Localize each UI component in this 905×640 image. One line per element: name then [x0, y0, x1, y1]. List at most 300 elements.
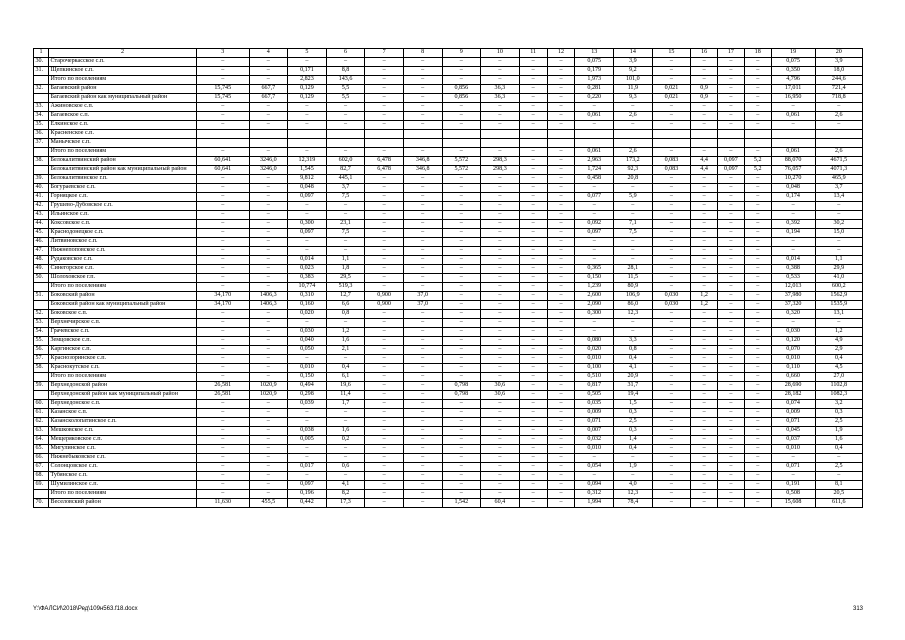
value-cell: –: [652, 274, 691, 283]
column-number-cell: 1: [34, 49, 49, 58]
value-cell: –: [547, 274, 575, 283]
value-cell: –: [249, 445, 288, 454]
value-cell: –: [481, 247, 520, 256]
value-cell: –: [442, 103, 481, 112]
value-cell: –: [365, 328, 404, 337]
value-cell: –: [744, 436, 771, 445]
value-cell: –: [481, 274, 520, 283]
value-cell: –: [547, 463, 575, 472]
value-cell: –: [326, 418, 365, 427]
table-row: [34, 373, 863, 382]
value-cell: –: [481, 58, 520, 67]
value-cell: 0,097: [718, 166, 745, 175]
value-cell: –: [365, 436, 404, 445]
value-cell: 15,745: [196, 94, 249, 103]
table-row: [34, 238, 863, 247]
value-cell: 7,1: [614, 220, 653, 229]
value-cell: –: [326, 121, 365, 130]
value-cell: –: [652, 76, 691, 85]
table-row: [34, 310, 863, 319]
municipality-name-cell: Шолоховское г.п.: [49, 274, 197, 283]
value-cell: –: [403, 328, 442, 337]
value-cell: 11,4: [326, 391, 365, 400]
value-cell: –: [519, 472, 547, 481]
row-number-cell: 64.: [34, 436, 49, 445]
value-cell: [481, 139, 520, 148]
value-cell: 28,1: [614, 265, 653, 274]
value-cell: [547, 130, 575, 139]
value-cell: –: [771, 211, 815, 220]
value-cell: –: [691, 121, 718, 130]
value-cell: –: [744, 58, 771, 67]
value-cell: –: [403, 310, 442, 319]
value-cell: 80,9: [614, 283, 653, 292]
value-cell: 29,9: [815, 265, 862, 274]
value-cell: –: [547, 427, 575, 436]
value-cell: –: [249, 409, 288, 418]
value-cell: 5,5: [326, 85, 365, 94]
value-cell: 0,030: [652, 292, 691, 301]
municipality-name-cell: Коксовское с.п.: [49, 220, 197, 229]
value-cell: –: [326, 211, 365, 220]
value-cell: –: [547, 112, 575, 121]
value-cell: –: [481, 328, 520, 337]
value-cell: [614, 130, 653, 139]
value-cell: –: [442, 454, 481, 463]
value-cell: [288, 130, 327, 139]
value-cell: –: [652, 211, 691, 220]
row-number-cell: [34, 490, 49, 499]
table-row: [34, 121, 863, 130]
value-cell: –: [365, 490, 404, 499]
data-table-container: [33, 48, 863, 508]
table-row: [34, 364, 863, 373]
value-cell: –: [365, 409, 404, 418]
value-cell: –: [519, 175, 547, 184]
value-cell: 0,014: [771, 256, 815, 265]
value-cell: 0,856: [442, 94, 481, 103]
table-row: [34, 301, 863, 310]
value-cell: –: [652, 418, 691, 427]
value-cell: 0,100: [575, 364, 614, 373]
value-cell: 86,0: [614, 301, 653, 310]
value-cell: 0,010: [771, 445, 815, 454]
value-cell: –: [481, 112, 520, 121]
value-cell: 0,505: [575, 391, 614, 400]
value-cell: –: [718, 409, 745, 418]
value-cell: –: [481, 220, 520, 229]
value-cell: –: [403, 121, 442, 130]
value-cell: –: [442, 76, 481, 85]
value-cell: 602,0: [326, 157, 365, 166]
value-cell: 5,9: [614, 193, 653, 202]
municipality-name-cell: Богураевское с.п.: [49, 184, 197, 193]
value-cell: –: [196, 184, 249, 193]
value-cell: –: [744, 364, 771, 373]
value-cell: 30,2: [815, 220, 862, 229]
value-cell: 0,030: [771, 328, 815, 337]
row-number-cell: 52.: [34, 310, 49, 319]
value-cell: –: [442, 265, 481, 274]
value-cell: –: [403, 148, 442, 157]
value-cell: –: [614, 319, 653, 328]
column-number-cell: 17: [718, 49, 745, 58]
value-cell: –: [691, 337, 718, 346]
table-row: [34, 346, 863, 355]
value-cell: –: [249, 490, 288, 499]
value-cell: –: [744, 247, 771, 256]
column-number-cell: 12: [547, 49, 575, 58]
value-cell: –: [249, 58, 288, 67]
value-cell: –: [442, 490, 481, 499]
value-cell: 0,050: [288, 346, 327, 355]
table-row: [34, 211, 863, 220]
value-cell: –: [403, 184, 442, 193]
municipality-name-cell: Каргинское с.п.: [49, 346, 197, 355]
value-cell: –: [691, 58, 718, 67]
value-cell: 0,021: [652, 94, 691, 103]
value-cell: –: [614, 328, 653, 337]
value-cell: –: [652, 328, 691, 337]
value-cell: 0,365: [575, 265, 614, 274]
municipality-name-cell: Краснокутское с.п.: [49, 364, 197, 373]
value-cell: 0,4: [326, 364, 365, 373]
value-cell: 0,392: [771, 220, 815, 229]
value-cell: –: [718, 382, 745, 391]
value-cell: 0,021: [652, 85, 691, 94]
value-cell: 12,3: [614, 490, 653, 499]
table-row: [34, 256, 863, 265]
value-cell: –: [519, 382, 547, 391]
value-cell: –: [718, 211, 745, 220]
value-cell: –: [403, 85, 442, 94]
value-cell: –: [547, 202, 575, 211]
value-cell: –: [442, 364, 481, 373]
value-cell: [815, 130, 862, 139]
table-row: [34, 427, 863, 436]
value-cell: –: [519, 121, 547, 130]
value-cell: –: [744, 283, 771, 292]
value-cell: –: [575, 121, 614, 130]
value-cell: 92,3: [614, 166, 653, 175]
value-cell: 0,350: [771, 67, 815, 76]
value-cell: –: [519, 490, 547, 499]
value-cell: –: [547, 166, 575, 175]
table-row: [34, 283, 863, 292]
value-cell: 9,2: [614, 67, 653, 76]
municipality-name-cell: Синегорское с.п.: [49, 265, 197, 274]
column-number-cell: 7: [365, 49, 404, 58]
value-cell: –: [442, 58, 481, 67]
value-cell: 0,660: [771, 373, 815, 382]
value-cell: –: [547, 229, 575, 238]
value-cell: –: [442, 472, 481, 481]
value-cell: –: [481, 472, 520, 481]
value-cell: –: [196, 364, 249, 373]
value-cell: [442, 130, 481, 139]
row-number-cell: 66.: [34, 454, 49, 463]
value-cell: 3,7: [326, 184, 365, 193]
value-cell: –: [403, 472, 442, 481]
value-cell: 0,120: [771, 337, 815, 346]
value-cell: –: [718, 175, 745, 184]
value-cell: –: [403, 229, 442, 238]
municipality-name-cell: Боковский район: [49, 292, 197, 301]
table-row: [34, 400, 863, 409]
row-number-cell: 37.: [34, 139, 49, 148]
value-cell: –: [718, 274, 745, 283]
value-cell: 0,075: [575, 58, 614, 67]
value-cell: 4,4: [691, 166, 718, 175]
value-cell: –: [365, 103, 404, 112]
row-number-cell: 34.: [34, 112, 49, 121]
value-cell: 78,4: [614, 499, 653, 508]
municipality-name-cell: Грушево-Дубовское с.п.: [49, 202, 197, 211]
value-cell: –: [718, 499, 745, 508]
value-cell: –: [196, 373, 249, 382]
value-cell: 667,7: [249, 85, 288, 94]
value-cell: –: [718, 463, 745, 472]
value-cell: 0,508: [771, 490, 815, 499]
value-cell: 0,014: [288, 256, 327, 265]
value-cell: 60,641: [196, 166, 249, 175]
municipality-name-cell: Горняцкое с.п.: [49, 193, 197, 202]
value-cell: –: [744, 67, 771, 76]
table-row: [34, 265, 863, 274]
value-cell: –: [614, 256, 653, 265]
value-cell: –: [288, 58, 327, 67]
value-cell: 1,545: [288, 166, 327, 175]
value-cell: 101,0: [614, 76, 653, 85]
municipality-name-cell: Верхнечирское с.п.: [49, 319, 197, 328]
value-cell: –: [652, 319, 691, 328]
municipality-name-cell: Верхнедонское с.п.: [49, 400, 197, 409]
value-cell: –: [196, 121, 249, 130]
value-cell: –: [575, 103, 614, 112]
value-cell: –: [403, 193, 442, 202]
value-cell: 7,5: [326, 193, 365, 202]
value-cell: –: [718, 202, 745, 211]
value-cell: –: [744, 391, 771, 400]
value-cell: 0,174: [771, 193, 815, 202]
value-cell: –: [691, 373, 718, 382]
value-cell: –: [519, 463, 547, 472]
value-cell: [249, 130, 288, 139]
value-cell: –: [365, 472, 404, 481]
value-cell: 1,7: [326, 400, 365, 409]
value-cell: –: [403, 409, 442, 418]
value-cell: –: [744, 76, 771, 85]
value-cell: –: [744, 346, 771, 355]
table-row: [34, 76, 863, 85]
value-cell: –: [771, 121, 815, 130]
municipality-name-cell: Елкинское с.п.: [49, 121, 197, 130]
value-cell: 0,4: [815, 355, 862, 364]
value-cell: 6,478: [365, 166, 404, 175]
value-cell: –: [326, 238, 365, 247]
value-cell: –: [652, 112, 691, 121]
value-cell: 0,9: [691, 85, 718, 94]
value-cell: –: [691, 427, 718, 436]
municipality-name-cell: Шумилинское с.п.: [49, 481, 197, 490]
value-cell: –: [547, 157, 575, 166]
value-cell: 0,383: [288, 274, 327, 283]
value-cell: 0,061: [575, 148, 614, 157]
municipality-name-cell: Щепкинское с.п.: [49, 67, 197, 76]
table-row: [34, 472, 863, 481]
value-cell: –: [442, 445, 481, 454]
value-cell: –: [481, 292, 520, 301]
value-cell: 721,4: [815, 85, 862, 94]
table-row: [34, 58, 863, 67]
value-cell: –: [744, 328, 771, 337]
value-cell: –: [547, 76, 575, 85]
value-cell: –: [442, 202, 481, 211]
value-cell: –: [575, 328, 614, 337]
value-cell: 0,110: [771, 364, 815, 373]
value-cell: –: [249, 319, 288, 328]
value-cell: –: [652, 283, 691, 292]
value-cell: 8,2: [326, 490, 365, 499]
value-cell: –: [652, 454, 691, 463]
value-cell: –: [249, 247, 288, 256]
value-cell: –: [442, 463, 481, 472]
value-cell: 611,6: [815, 499, 862, 508]
value-cell: [403, 139, 442, 148]
municipality-name-cell: Итого по поселениям: [49, 283, 197, 292]
value-cell: 13,1: [815, 310, 862, 319]
value-cell: –: [326, 58, 365, 67]
value-cell: 244,6: [815, 76, 862, 85]
value-cell: 0,070: [771, 346, 815, 355]
table-row: [34, 67, 863, 76]
value-cell: –: [744, 409, 771, 418]
value-cell: –: [652, 247, 691, 256]
value-cell: 143,6: [326, 76, 365, 85]
municipality-name-cell: Нижнепоповское с.п.: [49, 247, 197, 256]
value-cell: 6,478: [365, 157, 404, 166]
value-cell: –: [249, 67, 288, 76]
value-cell: –: [481, 193, 520, 202]
row-number-cell: [34, 94, 49, 103]
value-cell: –: [519, 58, 547, 67]
value-cell: –: [771, 454, 815, 463]
value-cell: –: [614, 202, 653, 211]
value-cell: –: [196, 337, 249, 346]
table-row: [34, 94, 863, 103]
value-cell: 4671,5: [815, 157, 862, 166]
value-cell: –: [815, 319, 862, 328]
value-cell: 17,011: [771, 85, 815, 94]
value-cell: –: [652, 184, 691, 193]
value-cell: 1,8: [326, 265, 365, 274]
value-cell: –: [196, 202, 249, 211]
column-number-cell: 2: [49, 49, 197, 58]
value-cell: –: [815, 103, 862, 112]
value-cell: [249, 139, 288, 148]
value-cell: –: [249, 103, 288, 112]
value-cell: 12,013: [771, 283, 815, 292]
value-cell: 20,5: [815, 490, 862, 499]
value-cell: 6,1: [326, 373, 365, 382]
value-cell: –: [519, 76, 547, 85]
value-cell: –: [718, 472, 745, 481]
value-cell: –: [481, 238, 520, 247]
municipality-name-cell: Багаевский район как муниципальный район: [49, 94, 197, 103]
value-cell: –: [652, 391, 691, 400]
value-cell: –: [718, 193, 745, 202]
column-number-cell: 18: [744, 49, 771, 58]
value-cell: –: [249, 364, 288, 373]
value-cell: 0,320: [771, 310, 815, 319]
value-cell: –: [547, 211, 575, 220]
column-number-cell: 13: [575, 49, 614, 58]
value-cell: –: [196, 256, 249, 265]
value-cell: 88,070: [771, 157, 815, 166]
value-cell: –: [481, 364, 520, 373]
value-cell: –: [481, 409, 520, 418]
value-cell: –: [481, 211, 520, 220]
value-cell: –: [744, 193, 771, 202]
value-cell: –: [744, 292, 771, 301]
value-cell: –: [691, 364, 718, 373]
value-cell: –: [519, 337, 547, 346]
value-cell: –: [652, 193, 691, 202]
value-cell: –: [744, 310, 771, 319]
value-cell: –: [519, 256, 547, 265]
value-cell: –: [652, 202, 691, 211]
table-row: [34, 355, 863, 364]
value-cell: –: [744, 472, 771, 481]
row-number-cell: 56.: [34, 346, 49, 355]
value-cell: 2,5: [614, 418, 653, 427]
value-cell: 0,4: [614, 445, 653, 454]
value-cell: –: [481, 184, 520, 193]
value-cell: –: [718, 94, 745, 103]
value-cell: –: [288, 211, 327, 220]
row-number-cell: [34, 76, 49, 85]
value-cell: –: [519, 229, 547, 238]
value-cell: –: [403, 202, 442, 211]
value-cell: 600,2: [815, 283, 862, 292]
value-cell: –: [196, 211, 249, 220]
municipality-name-cell: Мещеряковское с.п.: [49, 436, 197, 445]
value-cell: –: [196, 283, 249, 292]
value-cell: –: [196, 247, 249, 256]
value-cell: [326, 130, 365, 139]
value-cell: –: [691, 229, 718, 238]
table-row: [34, 220, 863, 229]
value-cell: –: [442, 193, 481, 202]
value-cell: 15,608: [771, 499, 815, 508]
value-cell: –: [771, 247, 815, 256]
value-cell: 15,745: [196, 85, 249, 94]
value-cell: 0,3: [614, 409, 653, 418]
value-cell: –: [547, 490, 575, 499]
table-row: [34, 130, 863, 139]
value-cell: 0,817: [575, 382, 614, 391]
value-cell: –: [519, 427, 547, 436]
value-cell: –: [718, 454, 745, 463]
value-cell: –: [288, 445, 327, 454]
value-cell: –: [326, 247, 365, 256]
value-cell: –: [575, 184, 614, 193]
value-cell: 0,510: [575, 373, 614, 382]
value-cell: 1,239: [575, 283, 614, 292]
value-cell: 16,950: [771, 94, 815, 103]
value-cell: –: [403, 400, 442, 409]
value-cell: –: [815, 472, 862, 481]
